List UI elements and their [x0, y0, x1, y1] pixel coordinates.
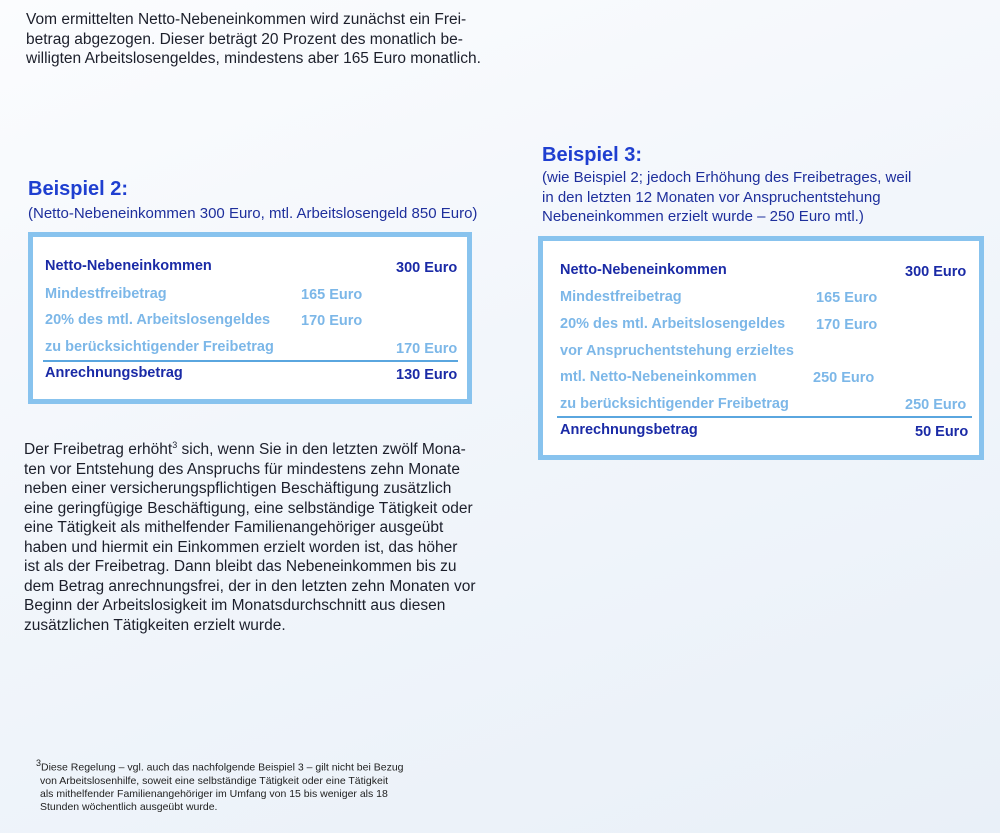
example3-label-prior-income: vor Anspruchentstehung erzieltes [560, 343, 794, 359]
example3-value-monthly-net: 250 Euro [813, 370, 875, 386]
footnote-line: Stunden wöchentlich ausgeübt wurde. [40, 801, 218, 814]
example3-label-net-income: Netto-Nebeneinkommen [560, 262, 727, 278]
intro-line: betrag abgezogen. Dieser beträgt 20 Prozent des monatlich be- [26, 30, 463, 48]
example2-value-allowance: 170 Euro [396, 341, 458, 357]
example2-label-net-income: Netto-Nebeneinkommen [45, 258, 212, 274]
footnote-line: als mithelfender Familienangehöriger im Umfang von 15 bis weniger als 18 [40, 787, 388, 800]
example2-table [28, 232, 472, 404]
example2-value-net-income: 300 Euro [396, 260, 458, 276]
example3-label-monthly-net: mtl. Netto-Nebeneinkommen [560, 369, 757, 385]
example2-subtitle: (Netto-Nebeneinkommen 300 Euro, mtl. Arbeitslosengeld 850 Euro) [28, 205, 478, 222]
body-line-start: Der Freibetrag erhöht [24, 441, 173, 459]
example3-subtitle-line: (wie Beispiel 2; jedoch Erhöhung des Freibetrages, weil [542, 169, 912, 186]
example2-label-percent: 20% des mtl. Arbeitslosengeldes [45, 312, 271, 328]
example2-label-min-allowance: Mindestfreibetrag [45, 286, 167, 302]
example3-value-offset: 50 Euro [915, 424, 969, 440]
body-paragraph [24, 436, 494, 635]
intro-paragraph [26, 10, 496, 69]
footnote-reference: 3 [172, 440, 178, 450]
example3-label-offset: Anrechnungsbetrag [560, 422, 698, 438]
example3-value-allowance: 250 Euro [905, 397, 967, 413]
example3-label-percent: 20% des mtl. Arbeitslosengeldes [560, 316, 786, 332]
footnote-text: Diese Regelung – vgl. auch das nachfolgende Beispiel 3 – gilt nicht bei Bezug [41, 761, 404, 774]
body-line-end: sich, wenn Sie in den letzten zwölf Mona- [177, 441, 466, 459]
footnote-marker: 3 [36, 758, 42, 768]
example3-label-allowance: zu berücksichtigender Freibetrag [560, 396, 789, 412]
footnote-line [36, 757, 456, 775]
body-line: neben einer versicherungspflichtigen Beschäftigung zusätzlich [24, 480, 452, 498]
example2-label-allowance: zu berücksichtigender Freibetrag [45, 339, 274, 355]
body-line: eine geringfügige Beschäftigung, eine selbständige Tätigkeit oder [24, 499, 473, 517]
example2-label-offset: Anrechnungsbetrag [45, 365, 183, 381]
example3-value-percent: 170 Euro [816, 317, 878, 333]
body-line: ten vor Entstehung des Anspruchs für mindestens zehn Monate [24, 460, 460, 478]
example3-label-min-allowance: Mindestfreibetrag [560, 289, 682, 305]
body-line: haben und hiermit ein Einkommen erzielt worden ist, das höher [24, 538, 458, 556]
example3-value-min-allowance: 165 Euro [816, 290, 878, 306]
body-line [24, 436, 494, 460]
intro-line: willigten Arbeitslosengeldes, mindestens aber 165 Euro monatlich. [26, 50, 481, 67]
example2-value-min-allowance: 165 Euro [301, 287, 363, 303]
body-line: ist als der Freibetrag. Dann bleibt das Nebeneinkommen bis zu [24, 558, 457, 576]
example2-value-offset: 130 Euro [396, 367, 458, 383]
example3-value-net-income: 300 Euro [905, 264, 967, 280]
body-line: dem Betrag anrechnungsfrei, der in den letzten zehn Monaten vor [24, 577, 476, 595]
footnote-line: von Arbeitslosenhilfe, soweit eine selbständige Tätigkeit oder eine Tätigkeit [40, 774, 389, 787]
footnote [36, 757, 456, 814]
example2-value-percent: 170 Euro [301, 313, 363, 329]
example2-heading: Beispiel 2: [28, 178, 129, 200]
body-line: zusätzlichen Tätigkeiten erzielt wurde. [24, 616, 286, 634]
example3-subtitle-line: Nebeneinkommen erzielt wurde – 250 Euro mtl.) [542, 208, 864, 225]
body-line: Beginn der Arbeitslosigkeit im Monatsdurchschnitt aus diesen [24, 597, 446, 615]
example3-divider [557, 416, 972, 418]
example3-table [538, 236, 984, 460]
example2-divider [43, 360, 458, 362]
example3-subtitle [542, 168, 911, 227]
example3-subtitle-line: in den letzten 12 Monaten vor Anspruchentstehung [542, 188, 881, 206]
body-line: eine Tätigkeit als mithelfender Familienangehöriger ausgeübt [24, 519, 444, 537]
intro-line: Vom ermittelten Netto-Nebeneinkommen wird zunächst ein Frei- [26, 11, 467, 28]
example3-heading: Beispiel 3: [542, 144, 643, 166]
